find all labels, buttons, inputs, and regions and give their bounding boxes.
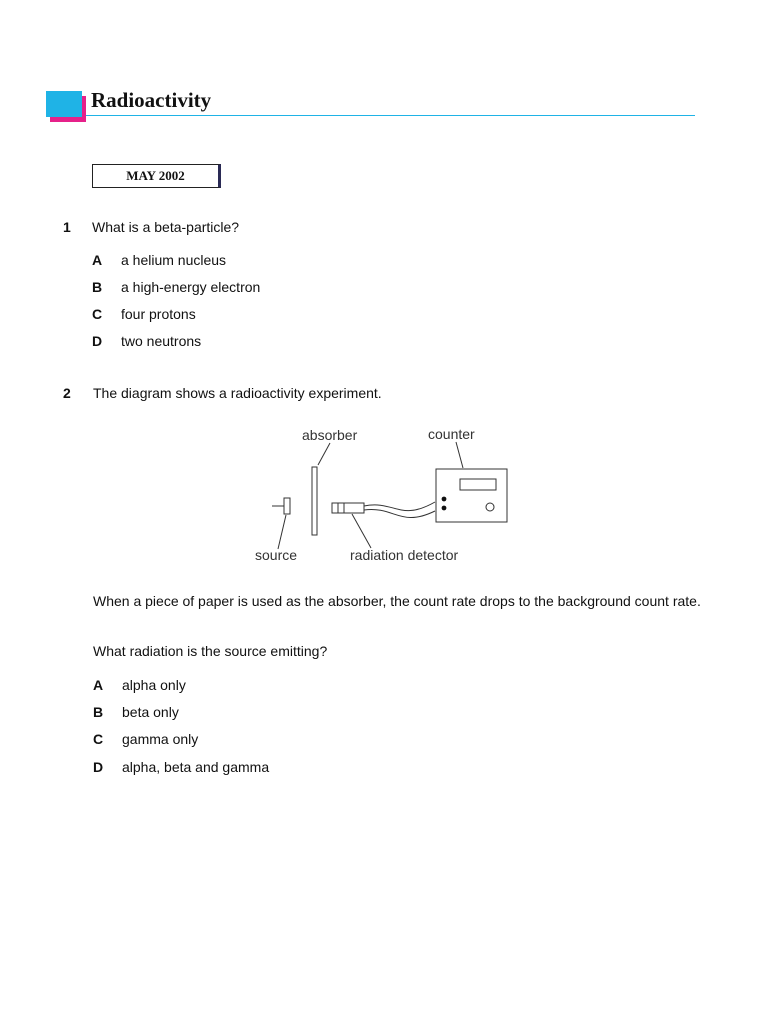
option-letter: D	[92, 333, 103, 349]
question-number: 2	[63, 385, 71, 401]
option-letter: D	[93, 759, 104, 775]
question-number: 1	[63, 219, 71, 235]
question-paragraph: When a piece of paper is used as the absorber, the count rate drops to the background count rate.	[93, 593, 701, 609]
option-text: a helium nucleus	[121, 252, 227, 268]
option-letter: A	[92, 252, 103, 268]
option-text: a high-energy electron	[121, 279, 261, 295]
header-rule	[86, 115, 695, 116]
option-text: gamma only	[122, 731, 199, 747]
question-prompt: What radiation is the source emitting?	[93, 643, 328, 659]
question-1	[0, 215, 768, 355]
section-title: Radioactivity	[91, 88, 212, 112]
counter-shape	[436, 469, 507, 522]
question-text: What is a beta-particle?	[92, 219, 240, 235]
option-letter: C	[92, 306, 103, 322]
absorber-leader-line	[318, 443, 330, 465]
source-leader-line	[278, 515, 286, 549]
experiment-diagram	[240, 418, 540, 578]
exam-date-badge: MAY 2002	[92, 164, 221, 188]
option-text: beta only	[122, 704, 179, 720]
source-shape	[272, 498, 290, 514]
section-header	[0, 0, 768, 130]
source-label: source	[255, 547, 298, 563]
counter-leader-line	[456, 442, 463, 468]
option-text: four protons	[121, 306, 196, 322]
detector-label: radiation detector	[350, 547, 459, 563]
option-letter: B	[93, 704, 104, 720]
header-accent-block-cyan	[46, 91, 82, 117]
option-text: two neutrons	[121, 333, 202, 349]
counter-terminal-dot	[442, 497, 447, 502]
counter-label: counter	[428, 426, 475, 442]
detector-leader-line	[352, 514, 371, 548]
option-letter: A	[93, 677, 104, 693]
absorber-plate	[312, 467, 317, 535]
option-text: alpha only	[122, 677, 186, 693]
counter-terminal-dot	[442, 506, 447, 511]
option-text: alpha, beta and gamma	[122, 759, 270, 775]
absorber-label: absorber	[302, 427, 358, 443]
detector-cable-inner	[364, 510, 435, 518]
option-letter: B	[92, 279, 103, 295]
question-text: The diagram shows a radioactivity experiment.	[93, 385, 382, 401]
detector-shape	[332, 503, 364, 513]
option-letter: C	[93, 731, 104, 747]
